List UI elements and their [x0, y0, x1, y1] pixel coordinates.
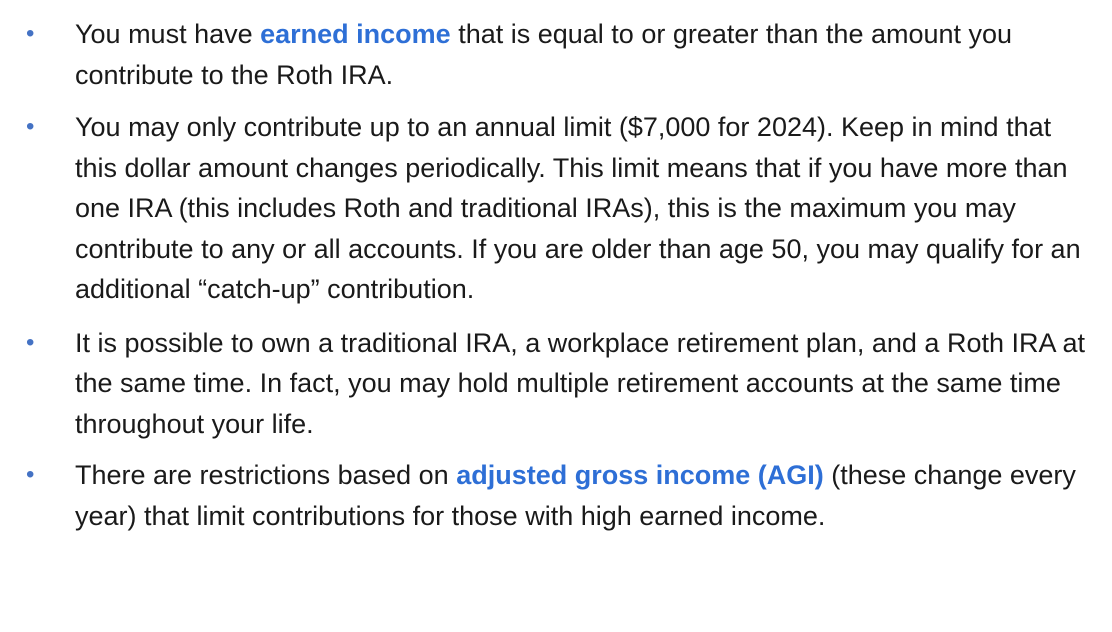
earned-income-link[interactable]: earned income	[260, 19, 451, 49]
bullet-multiple-accounts	[0, 323, 1112, 445]
bullet-text: It is possible to own a traditional IRA, a workplace retirement plan, and a Roth IRA at the same time. In fact, you may hold multiple retirement accounts at the same time throughout your life.	[75, 327, 1086, 439]
bullet-text-after: that is equal to or greater than the amount you contribute to the Roth IRA.	[75, 19, 1013, 90]
bullet-earned-income	[0, 14, 1112, 95]
bullet-annual-limit	[0, 107, 1112, 310]
bullet-dot-icon: •	[26, 328, 35, 356]
agi-link[interactable]: adjusted gross income (AGI)	[456, 460, 824, 490]
bullet-text-before: You must have	[75, 19, 261, 49]
bullet-dot-icon: •	[26, 113, 35, 140]
bullet-agi-restrictions	[0, 455, 1112, 536]
bullet-list	[0, 14, 1112, 548]
bullet-text: You may only contribute up to an annual limit ($7,000 for 2024). Keep in mind that this dollar amount changes periodically. This limit means that if you have more than one IRA (this includes Roth and traditional IRAs), this is the maximum you may contribute to any or all accounts. If you are older than age 50, you may qualify for an additional “catch-up” contribution.	[75, 112, 1081, 304]
bullet-text-after: (these change every year) that limit contributions for those with high earned income.	[75, 460, 1076, 531]
bullet-text-before: There are restrictions based on	[75, 460, 457, 490]
bullet-dot-icon: •	[26, 20, 35, 47]
bullet-dot-icon: •	[26, 461, 35, 488]
